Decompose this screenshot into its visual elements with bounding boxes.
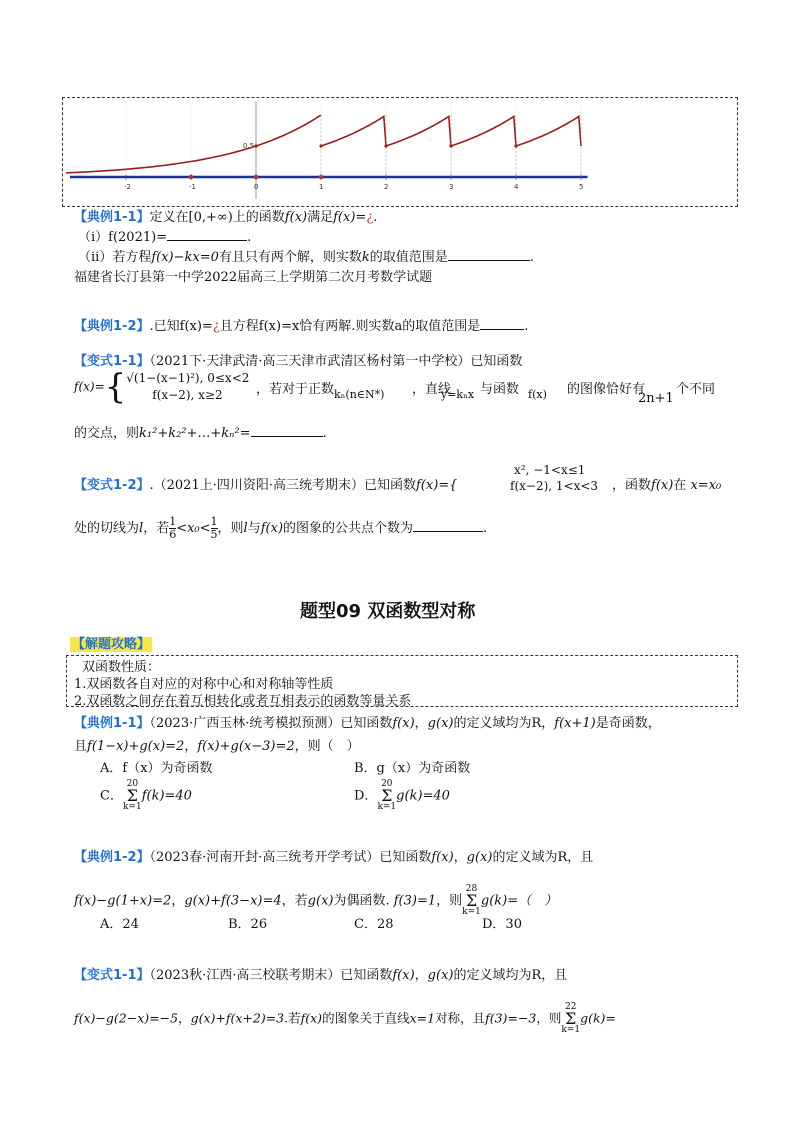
s2-var1-text-b: 若 [288, 1010, 301, 1026]
s1-ex1-source: 福建省长汀县第一中学2022届高三上学期第二次月考数学试题 [74, 270, 433, 285]
s2-ex1-fx: f(x) [392, 716, 415, 731]
section-title: 题型09 双函数型对称 [300, 601, 476, 622]
s2-ex2-option-c[interactable]: C．28 [354, 917, 394, 932]
s2-ex2-text-b: 若 [294, 893, 308, 909]
s2-ex1-option-a[interactable]: A．f（x）为奇函数 [100, 761, 213, 776]
s1-ex1-q2-a: （ii）若方程 [78, 250, 152, 265]
s2-ex2-src: （2023春·河南开封·高三统考开学考试）已知函数 [149, 850, 432, 865]
s1-var2-tail [612, 474, 721, 493]
s2-ex1-option-b[interactable]: B．g（x）为奇函数 [354, 761, 471, 776]
s1-var1-line: y=kₙx [441, 388, 475, 401]
s2-var1-sum-top: 22 [564, 1002, 577, 1012]
s2-optC-label: C． [100, 788, 123, 804]
s2-optC-expr: f(k)=40 [141, 788, 192, 804]
s2-optC-bot: k=1 [122, 802, 142, 812]
sigma-icon: 28 Σ k=1 [462, 884, 481, 917]
s1-var1-piecewise: f(x)={ √(1−(x−1)²), 0≤x<2 f(x−2), x≥2 [74, 367, 250, 407]
strategy-line-3: 2.双函数之间存在着互相转化或者互相表示的函数等量关系 [74, 694, 412, 709]
strategy-highlight: 【解题攻略】 [72, 637, 151, 652]
segment-start-point [384, 144, 387, 147]
s2-ex2-text-c: 为偶函数. [333, 893, 390, 909]
answer-blank[interactable] [413, 519, 483, 532]
s1-var2-line2: 处的切线为l，若 $\frac{1}{6}$ <x₀< $\frac{1}{5}$ ，则l与f(x)的图象的公共点个数为 . [74, 515, 488, 541]
answer-blank[interactable] [167, 228, 247, 241]
s1-var1-sum: k₁²+k₂²+…+kₙ²= [139, 426, 251, 441]
strategy-line-2: 1.双函数各自对应的对称中心和对称轴等性质 [74, 677, 334, 692]
segment-start-point [254, 144, 257, 147]
x-tick-label: -2 [124, 183, 131, 191]
s1-var1-line2: 的交点，则k₁²+k₂²+…+kₙ²= . [74, 426, 327, 441]
s2-var1-src: （2023秋·江西·高三校联考期末）已知函数 [149, 968, 393, 983]
s1-ex1-q2-line: （ii）若方程f(x)−kx=0有且只有两个解，则实数k的取值范围是 . [78, 250, 534, 265]
s2-ex1-text-b: 是奇函数， [595, 716, 661, 731]
s1-var2-line2-b: ，若 [143, 521, 170, 536]
s2-example-1-line [74, 712, 661, 731]
s2-ex1-gx: g(x) [427, 716, 454, 731]
sigma-icon: 20 Σ k=1 [122, 779, 142, 812]
s1-var1-text-c: 与函数 [480, 382, 520, 397]
s1-ex1-q2-b: 有且只有两个解，则实数 [218, 250, 362, 265]
x-tick-label: 5 [579, 183, 584, 191]
strategy-line-1: 双函数性质： [82, 660, 161, 675]
s1-ex1-q2-k: k [361, 250, 370, 265]
s2-ex2-gx: g(x) [466, 850, 493, 865]
s2-ex1-option-c[interactable] [100, 780, 192, 812]
s1-variant-2-line [74, 474, 457, 493]
s1-var2-l: l [139, 521, 144, 536]
s1-ex1-q2-c: 的取值范围是 [369, 250, 448, 265]
s2-var1-line2: f(x)−g(2−x)=−5，g(x)+f(x+2)=3.若f(x)的图象关于直线x=1对称，且f(3)=−3，则22 Σ k=1g(k)= [74, 1002, 616, 1035]
segment-start-point [514, 144, 517, 147]
curve-segment [321, 116, 386, 146]
s1-var2-line2-e: 的图象的公共点个数为 [283, 521, 414, 536]
s1-ex1-text-a: 定义在 [149, 210, 189, 225]
s2-var1-fx2: f(x) [300, 1010, 323, 1026]
s1-ex2-text: .已知f(x)= [149, 319, 213, 334]
s2-var1-gx: g(x) [427, 968, 454, 983]
s1-var2-case1: x², −1<x≤1 [514, 463, 586, 477]
s1-ex2-garbled: ¿ [212, 319, 220, 334]
sigma-icon: 22 Σ k=1 [561, 1002, 581, 1035]
s2-ex2-sum-bot: k=1 [462, 907, 481, 917]
s2-ex2-fx: f(x) [431, 850, 454, 865]
s2-optD-bot: k=1 [377, 802, 397, 812]
s2-ex1-option-d[interactable] [354, 780, 450, 812]
s1-ex1-tag: 【典例1-1】 [74, 210, 150, 225]
s1-ex1-q1-line: （i）f(2021)= . [78, 230, 252, 245]
s1-var2-f2-den: 5 [210, 528, 218, 541]
s2-ex1-eq1: f(1−x)+g(x)=2 [87, 739, 185, 754]
strategy-label [70, 633, 152, 652]
s1-var1-src: （2021下·天津武清·高三天津市武清区杨村第一中学校）已知函数 [149, 354, 523, 369]
s2-var1-fx: f(x) [392, 968, 415, 983]
y-tick-label: 0.5 [243, 142, 255, 150]
x-tick-label: -1 [189, 183, 196, 191]
s1-var1-fx: f(x)= [74, 379, 105, 394]
x-tick-label: 2 [384, 183, 389, 191]
s2-ex1-line2-a: 且 [74, 739, 88, 754]
s2-ex1-line2-b: ，则（ ） [294, 739, 360, 754]
s1-var2-at: x=x₀ [690, 478, 722, 493]
s1-var1-case2: f(x−2), x≥2 [152, 388, 223, 402]
s1-var2-line2-d: 与 [247, 521, 261, 536]
x-tick-label: 1 [319, 183, 324, 191]
s1-var1-text-d: 的图像恰好有 [567, 382, 646, 397]
s1-var2-f1-den: 6 [169, 528, 177, 541]
s2-optD-top: 20 [381, 779, 393, 789]
s1-var1-case1: √(1−(x−1)²), 0≤x<2 [126, 371, 250, 385]
s1-example-1-line: 【典例1-1】定义在[0,+∞)上的函数f(x)满足f(x)=¿. [74, 210, 378, 225]
s2-ex2-option-d[interactable]: D．30 [482, 917, 522, 932]
s2-ex1-text-a: 的定义域均为R， [453, 716, 555, 731]
s2-var1-eq2: g(x)+f(x+2)=3 [190, 1010, 285, 1026]
s1-var2-mid: <x₀< [176, 521, 211, 536]
s2-var1-sum-bot: k=1 [561, 1025, 581, 1035]
s1-var2-text-a: ，函数 [612, 478, 652, 493]
s2-var1-text-a: 的定义域均为R，且 [453, 968, 568, 983]
x-tick-label: 0 [254, 183, 259, 191]
s2-ex2-line2: f(x)−g(1+x)=2，g(x)+f(3−x)=4，若g(x)为偶函数. f(3)=1，则28 Σ k=1g(k)=（ ） [74, 884, 558, 917]
s1-var2-l2: l [243, 521, 248, 536]
s1-var2-case2: f(x−2), 1<x<3 [510, 479, 599, 493]
s2-optC-top: 20 [126, 779, 139, 789]
s1-ex2-text-b: 且方程f(x)=x恰有两解.则实数a的取值范围是 [219, 319, 481, 334]
s1-variant-1-line [74, 350, 522, 369]
s1-ex2-tag: 【典例1-2】 [74, 319, 150, 334]
s1-var2-fx: f(x)={ [415, 478, 458, 493]
s1-var1-text-e: 个不同 [676, 382, 716, 397]
s2-var1-sum-expr: g(k)= [580, 1010, 616, 1026]
s2-ex1-line2: 且f(1−x)+g(x)=2，f(x)+g(x−3)=2，则（ ） [74, 739, 360, 754]
s2-optD-expr: g(k)=40 [396, 788, 450, 804]
s1-var1-text-row [256, 378, 334, 397]
s2-ex2-eq2: g(x)+f(3−x)=4 [184, 893, 282, 909]
s1-ex1-fx2: f(x)= [333, 210, 367, 225]
s2-var1-text-c: 的图象关于直线 [322, 1010, 410, 1026]
s1-var1-text-b: ，直线 [412, 382, 452, 397]
s1-var1-tag: 【变式1-1】 [74, 354, 150, 369]
s1-var2-fx2: f(x) [651, 478, 674, 493]
s2-ex2-option-a[interactable]: A．24 [100, 917, 139, 932]
s2-ex1-sep: ， [414, 716, 428, 731]
s1-var2-line2-c: ，则 [217, 521, 244, 536]
s1-var1-kn: kₙ(n∈N*) [334, 388, 385, 401]
s2-var1-text-d: 对称，且 [435, 1010, 486, 1026]
s2-example-2-line: 【典例1-2】（2023春·河南开封·高三统考开学考试）已知函数f(x)，g(x)的定义域为R，且 [74, 850, 594, 865]
s1-var2-line2-a: 处的切线为 [74, 521, 140, 536]
curve-segment [516, 116, 581, 146]
s2-ex2-eq1: f(x)−g(1+x)=2 [74, 893, 172, 909]
s1-ex1-interval: [0,+∞) [188, 210, 233, 225]
segment-start-point [449, 144, 452, 147]
answer-blank[interactable] [448, 248, 530, 261]
s1-var2-frac2 [211, 516, 218, 541]
strategy-content [74, 659, 412, 710]
s2-optD-label: D． [354, 788, 378, 804]
s2-ex2-tag: 【典例1-2】 [74, 850, 150, 865]
s1-var1-2n1: 2n+1 [638, 391, 674, 406]
s2-ex2-text-d: ，则 [436, 893, 463, 909]
s1-ex1-garbled: ¿ [366, 210, 374, 225]
answer-blank[interactable] [480, 317, 524, 330]
curve-segment [451, 116, 516, 146]
s2-ex2-sum-expr: g(k)=（ ） [480, 893, 558, 909]
s1-var2-f1-num: 1 [169, 515, 177, 528]
s2-ex2-sum-top: 28 [465, 884, 478, 894]
s2-ex2-option-b[interactable]: B．26 [228, 917, 268, 932]
curve-segment [66, 146, 256, 173]
curve-segment [386, 116, 451, 146]
s1-var2-text-b: 在 [673, 478, 687, 493]
x-tick-label: 4 [514, 183, 519, 191]
s1-var1-fx2: f(x) [528, 388, 547, 401]
s2-var1-f3: f(3)=−3 [485, 1010, 537, 1026]
s2-variant-1-line: 【变式1-1】（2023秋·江西·高三校联考期末）已知函数f(x)，g(x)的定义域均为R，且 [74, 968, 568, 983]
s2-ex1-eq2: f(x)+g(x−3)=2 [197, 739, 295, 754]
s1-var2-fx3: f(x) [260, 521, 284, 536]
s1-ex1-text-b: 上的函数 [232, 210, 285, 225]
s1-var2-tag: 【变式1-2】 [74, 478, 150, 493]
s1-var1-text-a: ，若对于正数 [256, 382, 335, 397]
s2-var1-x1: x=1 [409, 1010, 436, 1026]
s2-ex1-tag: 【典例1-1】 [74, 716, 150, 731]
s1-var2-cases [510, 462, 598, 494]
x-tick-label: 3 [449, 183, 454, 191]
s1-var2-src: .（2021上·四川资阳·高三统考期末）已知函数 [149, 478, 416, 493]
s1-ex1-q1: （i）f(2021)= [78, 230, 168, 245]
s2-ex2-gx2: g(x) [307, 893, 334, 909]
s2-ex1-fx1: f(x+1) [554, 716, 596, 731]
segment-start-point [319, 144, 322, 147]
s2-ex2-f3: f(3)=1 [393, 893, 437, 909]
piecewise-graph [66, 99, 606, 203]
s1-example-2-line: 【典例1-2】.已知f(x)=¿且方程f(x)=x恰有两解.则实数a的取值范围是 . [74, 319, 529, 334]
s1-ex1-text-c: 满足 [307, 210, 334, 225]
s1-ex1-fx: f(x) [284, 210, 308, 225]
s2-ex1-src: （2023·广西玉林·统考模拟预测）已知函数 [149, 716, 393, 731]
s1-var2-f2-num: 1 [210, 515, 218, 528]
s2-var1-eq1: f(x)−g(2−x)=−5 [74, 1010, 179, 1026]
answer-blank[interactable] [251, 424, 323, 437]
curve-segment [256, 115, 321, 146]
s2-ex2-text-a: 的定义域为R，且 [492, 850, 594, 865]
s2-var1-tag: 【变式1-1】 [74, 968, 150, 983]
s2-var1-text-e: ，则 [536, 1010, 562, 1026]
s1-var1-line2-text: 的交点，则 [74, 426, 140, 441]
sigma-icon: 20 Σ k=1 [377, 779, 397, 812]
s1-ex1-q2-eq: f(x)−kx=0 [151, 250, 219, 265]
